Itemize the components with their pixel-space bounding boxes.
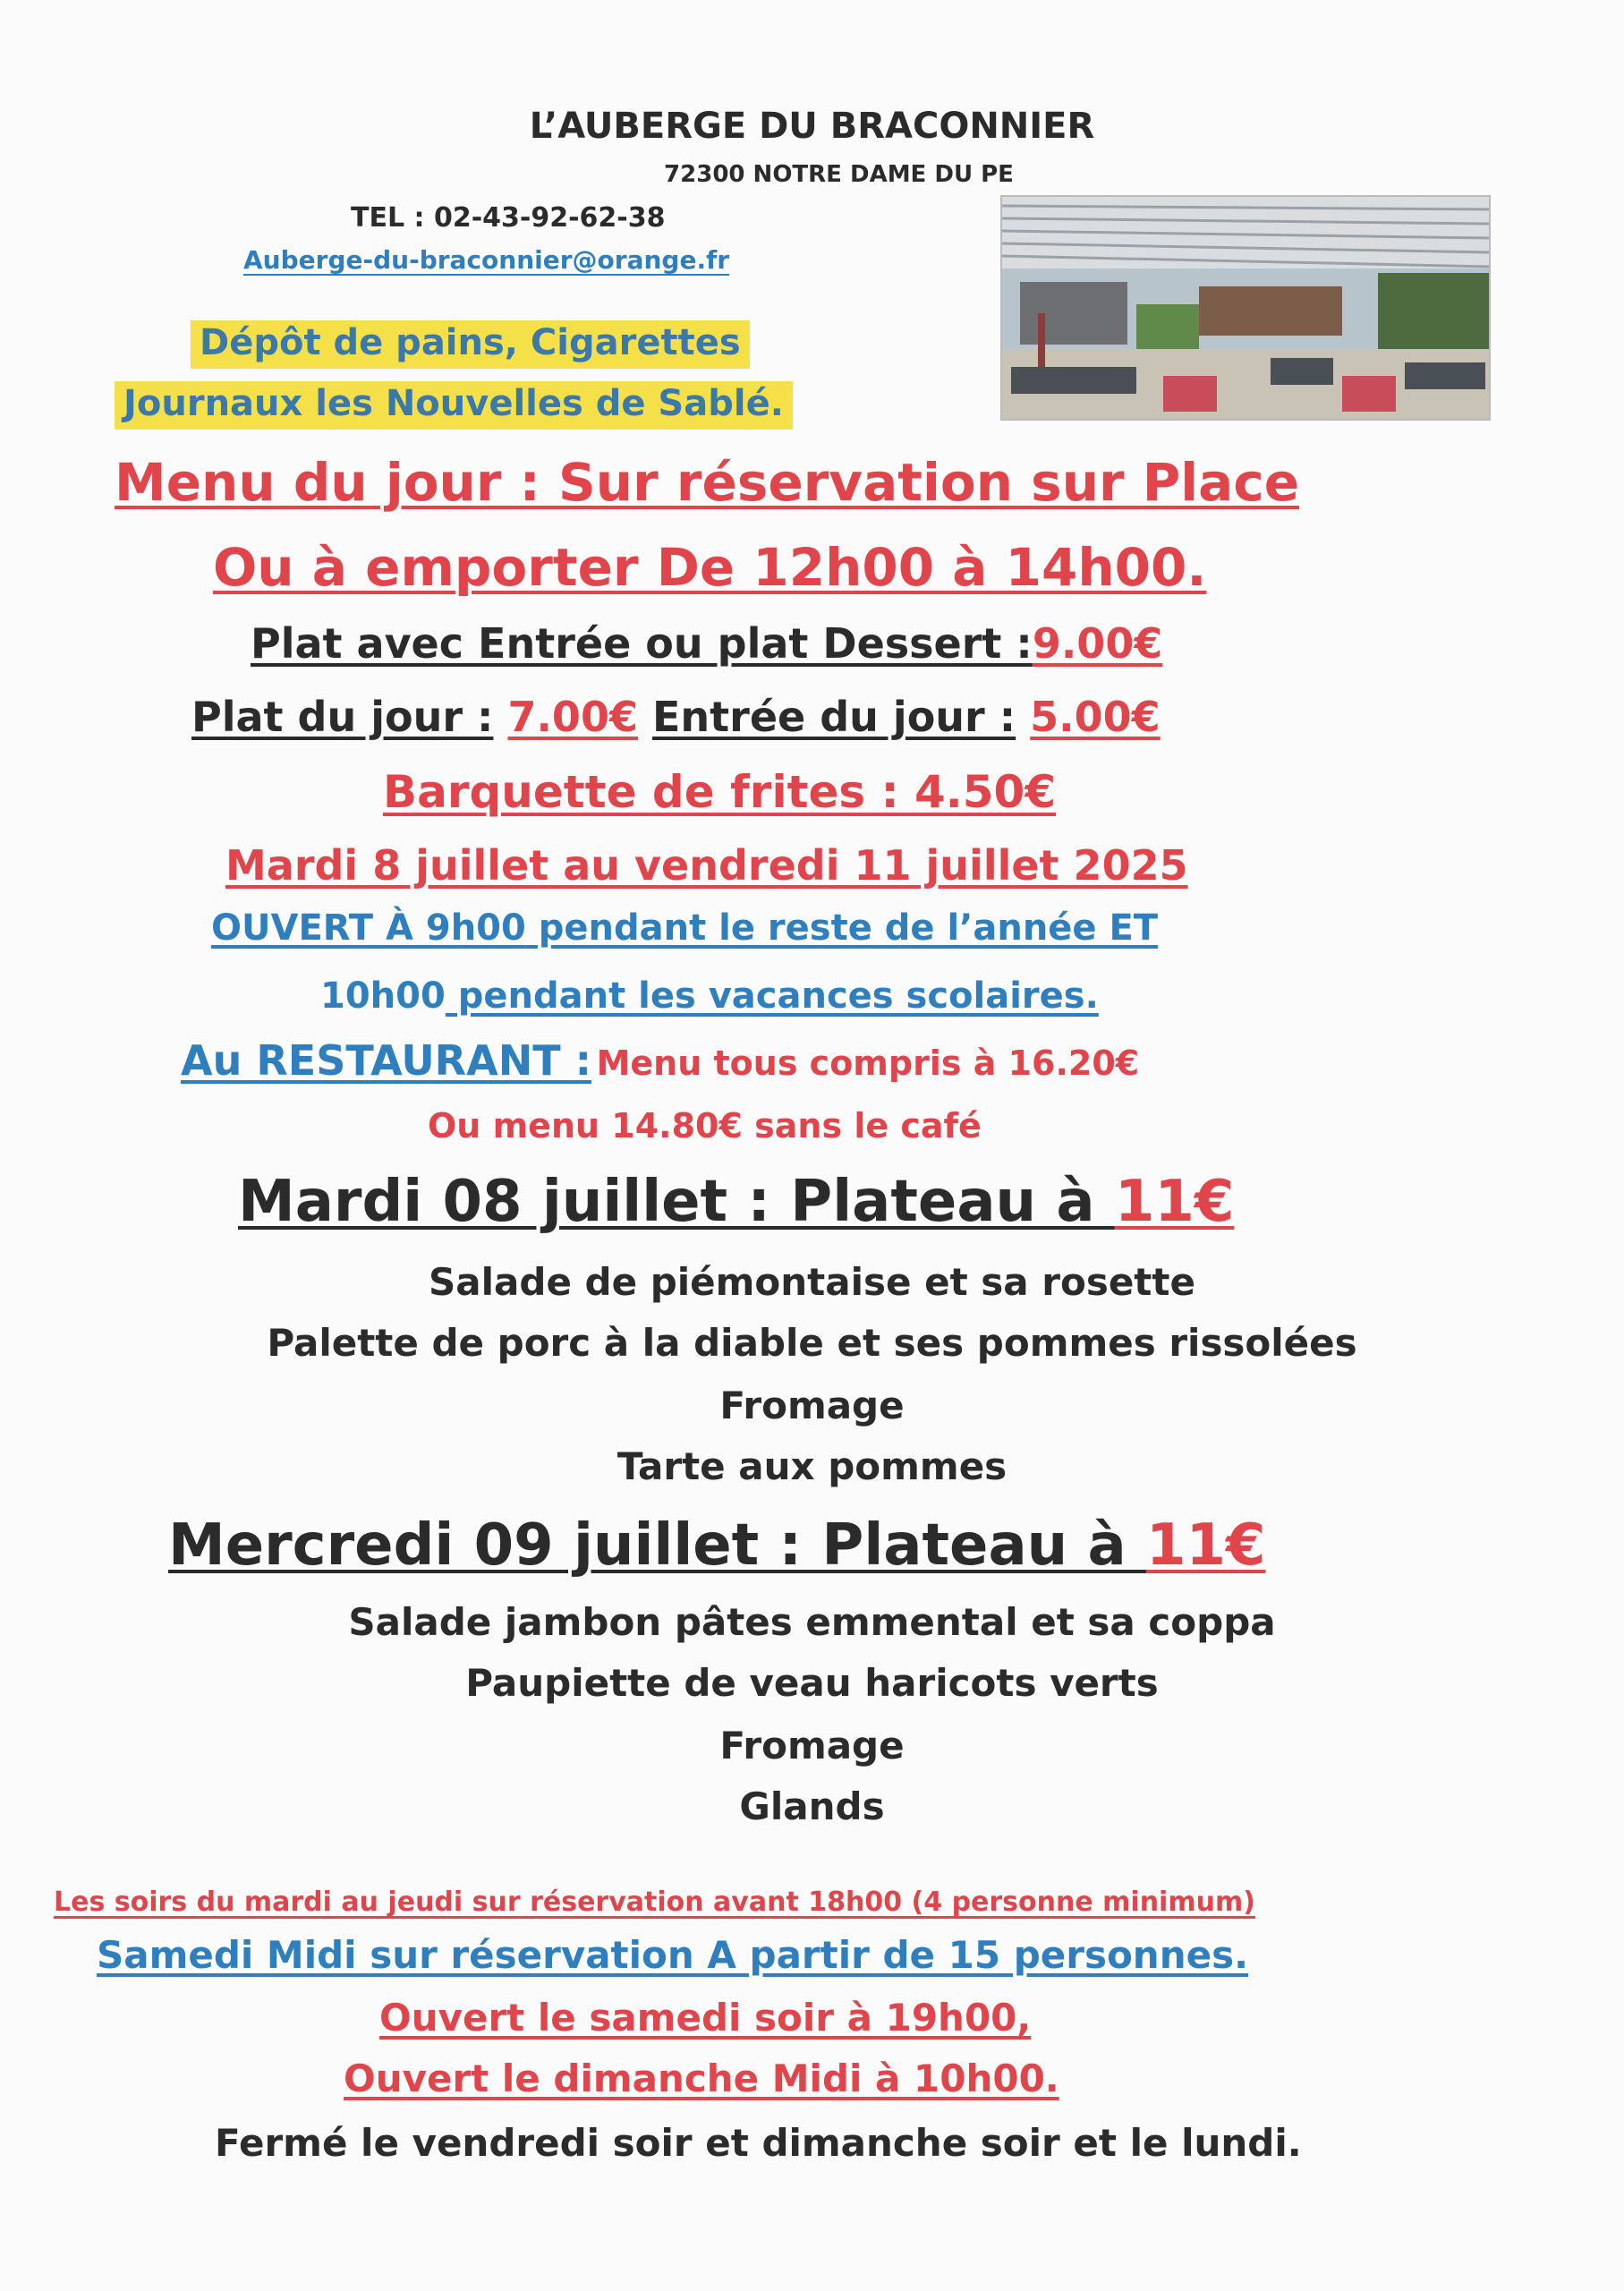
email-link[interactable]: Auberge-du-braconnier@orange.fr xyxy=(243,245,730,275)
restaurant-menu-alt: Ou menu 14.80€ sans le café xyxy=(428,1106,982,1146)
restaurant-name: L’AUBERGE DU BRACONNIER xyxy=(529,106,1095,147)
hours-line-1 xyxy=(211,907,1158,949)
menu-hours: Ou à emporter De 12h00 à 14h00. xyxy=(213,537,1207,598)
day-1-title xyxy=(238,1169,1234,1235)
depot-line-1-text: Dépôt de pains, Cigarettes xyxy=(191,320,750,369)
telephone: TEL : 02-43-92-62-38 xyxy=(351,202,666,234)
day-1-price: 11€ xyxy=(1114,1169,1235,1235)
address: 72300 NOTRE DAME DU PE xyxy=(664,161,1014,188)
menu-dates: Mardi 8 juillet au vendredi 11 juillet 2025 xyxy=(225,841,1188,890)
ferme-note: Fermé le vendredi soir et dimanche soir et le lundi. xyxy=(215,2121,1302,2165)
terrace-photo xyxy=(1000,195,1491,421)
entree-jour-price: 5.00€ xyxy=(1030,693,1161,741)
frites-price: Barquette de frites : 4.50€ xyxy=(383,766,1057,818)
restaurant-label: Au RESTAURANT : xyxy=(181,1036,591,1085)
plat-jour-line xyxy=(191,693,1161,741)
day-2-item-4: Glands xyxy=(739,1784,885,1828)
entree-jour-label: Entrée du jour : xyxy=(651,693,1016,741)
samedi-soir-note: Ouvert le samedi soir à 19h00, xyxy=(379,1996,1032,2040)
hours-line-2-rest: pendant les vacances scolaires. xyxy=(445,975,1099,1017)
depot-line-1 xyxy=(191,322,750,363)
hours-line-2-start: 10h00 xyxy=(320,975,446,1017)
day-2-item-1: Salade jambon pâtes emmental et sa coppa xyxy=(348,1600,1276,1644)
depot-line-2-text: Journaux les Nouvelles de Sablé. xyxy=(115,381,793,430)
day-1-item-4: Tarte aux pommes xyxy=(616,1444,1008,1488)
day-1-item-3: Fromage xyxy=(719,1384,905,1427)
day-1-title-text: Mardi 08 juillet : Plateau à xyxy=(238,1169,1115,1235)
hours-line-1-start: OUVERT À 9h00 xyxy=(211,907,526,949)
hours-line-1-rest: pendant le reste de l’année ET xyxy=(525,907,1159,949)
day-2-title xyxy=(168,1512,1266,1579)
menu-du-jour-title: Menu du jour : Sur réservation sur Place xyxy=(115,452,1300,513)
day-2-item-3: Fromage xyxy=(719,1724,905,1767)
plat-jour-label: Plat du jour : xyxy=(191,693,494,741)
dimanche-note: Ouvert le dimanche Midi à 10h00. xyxy=(344,2057,1059,2100)
plat-entree-price: 9.00€ xyxy=(1032,619,1163,668)
restaurant-line xyxy=(181,1036,1139,1085)
soirs-note: Les soirs du mardi au jeudi sur réservation avant 18h00 (4 personne minimum) xyxy=(54,1886,1255,1918)
day-1-item-2: Palette de porc à la diable et ses pommes rissolées xyxy=(267,1321,1357,1365)
depot-line-2 xyxy=(115,383,793,424)
samedi-midi-note: Samedi Midi sur réservation A partir de 15 personnes. xyxy=(97,1933,1249,1977)
restaurant-menu-full: Menu tous compris à 16.20€ xyxy=(596,1043,1140,1083)
plat-jour-price: 7.00€ xyxy=(507,693,638,741)
day-2-item-2: Paupiette de veau haricots verts xyxy=(465,1661,1159,1705)
plat-entree-label: Plat avec Entrée ou plat Dessert : xyxy=(251,619,1033,668)
day-2-title-text: Mercredi 09 juillet : Plateau à xyxy=(168,1512,1146,1579)
plat-entree-line xyxy=(251,619,1162,668)
day-2-price: 11€ xyxy=(1145,1512,1266,1579)
day-1-item-1: Salade de piémontaise et sa rosette xyxy=(429,1260,1195,1304)
hours-line-2 xyxy=(320,975,1099,1017)
terrace-photo-illustration xyxy=(1002,197,1489,419)
